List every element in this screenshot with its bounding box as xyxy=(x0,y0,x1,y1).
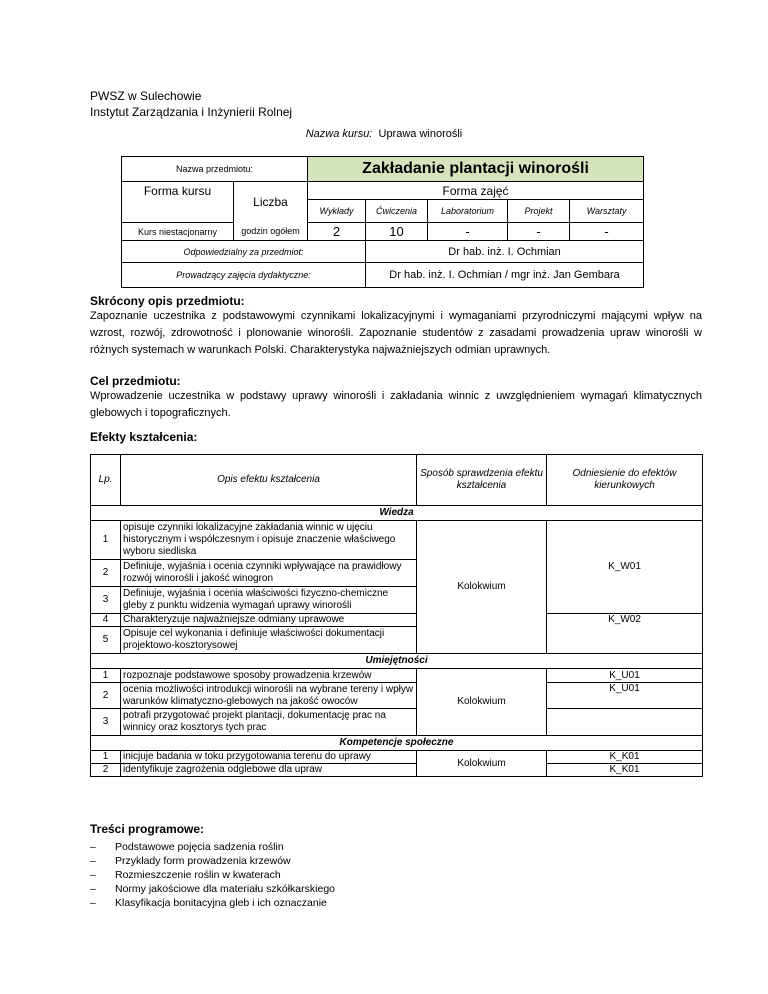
u-ref-3 xyxy=(547,709,703,736)
value-warsztaty: - xyxy=(570,223,644,241)
list-item xyxy=(90,882,335,896)
institution-name: PWSZ w Sulechowie xyxy=(90,89,202,103)
odpowiedzialny-value: Dr hab. inż. I. Ochmian xyxy=(366,241,644,263)
tresci-item-2: Przykłady form prowadzenia krzewów xyxy=(115,855,291,867)
tresci-item-1: Podstawowe pojęcia sadzenia roślin xyxy=(115,841,284,853)
value-cwiczenia: 10 xyxy=(366,223,428,241)
group-umiejetnosci: Umiejętności xyxy=(91,654,703,669)
u-text-2: ocenia możliwości introdukcji winorośli na wybrane tereny i wpływ warunków klimatyczno-glebowych na jakość owoców xyxy=(121,683,417,709)
value-laboratorium: - xyxy=(428,223,508,241)
u-lp-2: 2 xyxy=(91,683,121,709)
w-ref-1 xyxy=(547,521,703,614)
w-lp-2: 2 xyxy=(91,560,121,587)
w-text-4: Charakteryzuje najważniejsze odmiany uprawowe xyxy=(121,614,417,627)
odpowiedzialny-label: Odpowiedzialny za przedmiot: xyxy=(122,241,366,263)
k-kolokwium: Kolokwium xyxy=(417,751,547,777)
efekty-table xyxy=(90,454,703,777)
dash-2: – xyxy=(90,855,96,867)
u-ref-1: K_U01 xyxy=(547,669,703,683)
dash-1: – xyxy=(90,841,96,853)
w-text-1: opisuje czynniki lokalizacyjne zakładania winnic w ujęciu historycznym i współczesnym i opisuje znaczenie właściwego wyboru siedliska xyxy=(121,521,417,560)
liczba-label: Liczba xyxy=(234,182,308,223)
list-item xyxy=(90,896,335,910)
k-ref-1: K_K01 xyxy=(547,751,703,764)
subject-table xyxy=(121,156,644,288)
tresci-item-5: Klasyfikacja bonitacyjna gleb i ich oznaczanie xyxy=(115,897,327,909)
prowadzacy-value: Dr hab. inż. I. Ochmian / mgr inż. Jan Gembara xyxy=(366,263,644,288)
dash-4: – xyxy=(90,883,96,895)
tresci-item-4: Normy jakościowe dla materiału szkółkarskiego xyxy=(115,883,335,895)
cel-text: Wprowadzenie uczestnika w podstawy uprawy winorośli i zakładania winnic z uwzględnieniem wymagań klimatycznych glebowych i topograficznych. xyxy=(90,390,702,419)
group-kompetencje: Kompetencje społeczne xyxy=(91,736,703,751)
w-lp-1: 1 xyxy=(91,521,121,560)
value-projekt: - xyxy=(508,223,570,241)
w-ref-1-text: K_W01 xyxy=(608,561,641,572)
tresci-section xyxy=(90,822,335,910)
col-projekt: Projekt xyxy=(508,200,570,223)
u-text-3: potrafi przygotować projekt plantacji, dokumentację prac na winnicy oraz kosztorys tych prac xyxy=(121,709,417,736)
efekty-title: Efekty kształcenia: xyxy=(90,430,198,444)
w-text-3: Definiuje, wyjaśnia i ocenia właściwości fizyczno-chemiczne gleby z punktu widzenia wymagań uprawy winorośli xyxy=(121,587,417,614)
dash-3: – xyxy=(90,869,96,881)
u-lp-3: 3 xyxy=(91,709,121,736)
institute-name: Instytut Zarządzania i Inżynierii Rolnej xyxy=(90,105,293,119)
subject-name-value: Zakładanie plantacji winorośli xyxy=(308,157,644,182)
dash-5: – xyxy=(90,897,96,909)
tresci-list xyxy=(90,840,335,910)
col-warsztaty: Warsztaty xyxy=(570,200,644,223)
course-value: Uprawa winorośli xyxy=(378,128,463,140)
head-lp: Lp. xyxy=(91,455,121,506)
k-text-2: identyfikuje zagrożenia odglebowe dla upraw xyxy=(121,764,417,777)
w-lp-5: 5 xyxy=(91,627,121,654)
head-opis: Opis efektu kształcenia xyxy=(121,455,417,506)
u-kolokwium: Kolokwium xyxy=(417,669,547,736)
w-text-5: Opisuje cel wykonania i definiuje właściwości dokumentacji projektowo-kosztorysowej xyxy=(121,627,417,654)
k-lp-1: 1 xyxy=(91,751,121,764)
group-wiedza: Wiedza xyxy=(91,506,703,521)
u-text-1: rozpoznaje podstawowe sposoby prowadzenia krzewów xyxy=(121,669,417,683)
list-item xyxy=(90,868,335,882)
cel-section xyxy=(90,374,702,422)
col-wyklady: Wykłady xyxy=(308,200,366,223)
col-cwiczenia: Ćwiczenia xyxy=(366,200,428,223)
head-odniesienie: Odniesienie do efektów kierunkowych xyxy=(547,455,703,506)
head-sposob: Sposób sprawdzenia efektu kształcenia xyxy=(417,455,547,506)
subject-name-label: Nazwa przedmiotu: xyxy=(122,157,308,182)
value-wyklady: 2 xyxy=(308,223,366,241)
prowadzacy-label: Prowadzący zajęcia dydaktyczne: xyxy=(122,263,366,288)
u-lp-1: 1 xyxy=(91,669,121,683)
list-item xyxy=(90,840,335,854)
kurs-niestacjonarny-label: Kurs niestacjonarny xyxy=(122,223,234,241)
institution-header xyxy=(90,88,292,120)
tresci-title: Treści programowe: xyxy=(90,822,205,836)
w-text-2: Definiuje, wyjaśnia i ocenia czynniki wpływające na prawidłowy rozwój winorośli i jakość winogron xyxy=(121,560,417,587)
godzin-ogolem-label: godzin ogółem xyxy=(234,223,308,241)
forma-kursu-blank xyxy=(122,200,234,223)
col-laboratorium: Laboratorium xyxy=(428,200,508,223)
w-ref-2: K_W02 xyxy=(547,614,703,654)
k-text-1: inicjuje badania w toku przygotowania terenu do uprawy xyxy=(121,751,417,764)
opis-section xyxy=(90,294,702,359)
w-kolokwium: Kolokwium xyxy=(417,521,547,654)
k-ref-2: K_K01 xyxy=(547,764,703,777)
cel-title: Cel przedmiotu: xyxy=(90,374,181,388)
tresci-item-3: Rozmieszczenie roślin w kwaterach xyxy=(115,869,281,881)
list-item xyxy=(90,854,335,868)
k-lp-2: 2 xyxy=(91,764,121,777)
u-ref-2: K_U01 xyxy=(547,683,703,709)
w-lp-3: 3 xyxy=(91,587,121,614)
forma-kursu-label: Forma kursu xyxy=(122,182,234,200)
forma-zajec-label: Forma zajęć xyxy=(308,182,644,200)
opis-text: Zapoznanie uczestnika z podstawowymi czynnikami lokalizacyjnymi i wymaganiami przyrodniczymi mającymi wpływ na wzrost, rozwój, zdrowotność i plonowanie winorośli. Zapoznanie studentów z zasadami prowadzenia upraw winorośli w różnych systemach w warunkach Polski. Charakterystyka najważniejszych odmian uprawnych. xyxy=(90,310,702,356)
course-name xyxy=(0,128,768,140)
w-lp-4: 4 xyxy=(91,614,121,627)
course-label: Nazwa kursu: xyxy=(305,128,373,140)
opis-title: Skrócony opis przedmiotu: xyxy=(90,294,245,308)
